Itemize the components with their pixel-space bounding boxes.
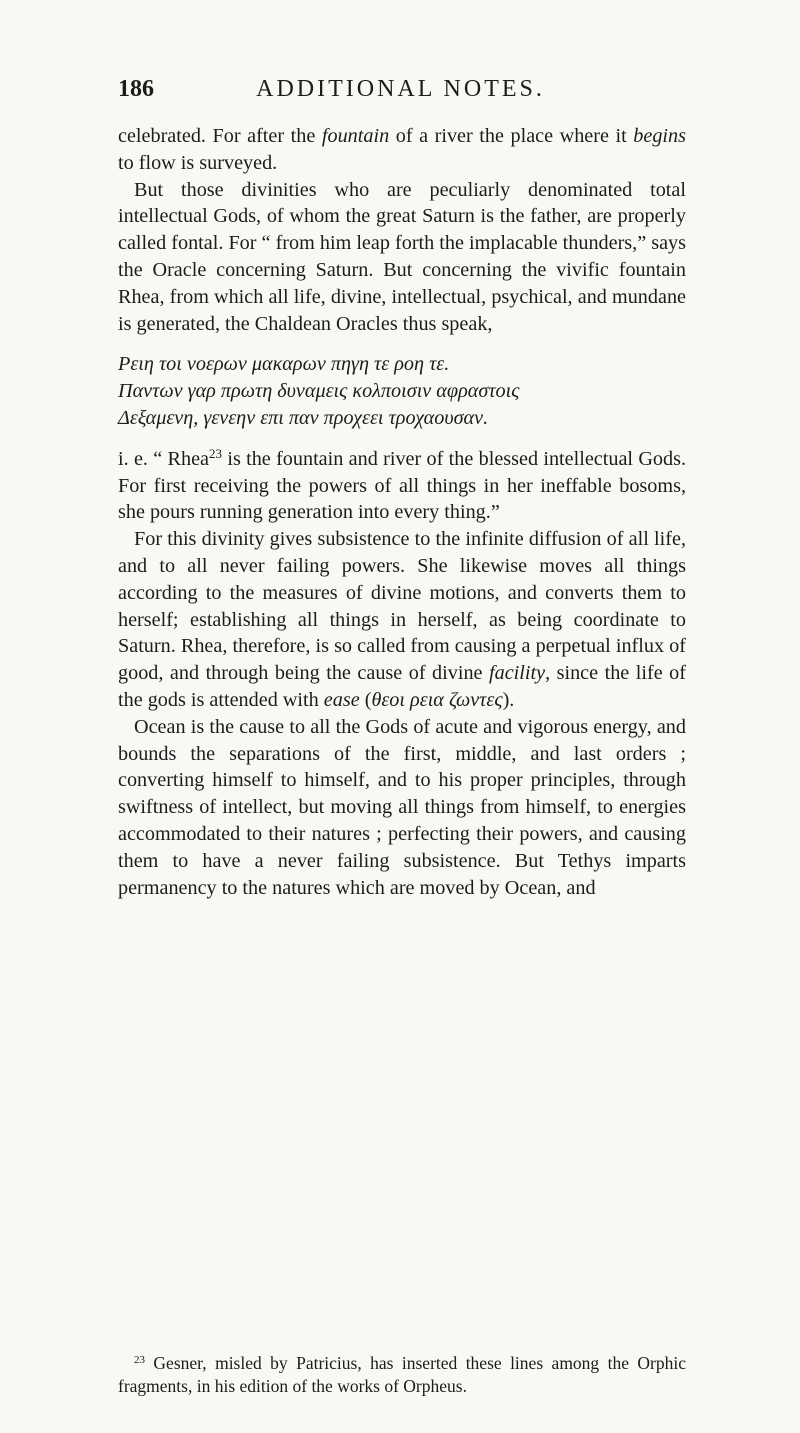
page-number: 186 xyxy=(118,76,154,102)
body-text xyxy=(118,123,686,901)
text-run: , since the life of the gods is attended with xyxy=(118,662,686,711)
footnotes xyxy=(118,1352,686,1398)
footnote-marker: 23 xyxy=(134,1354,145,1366)
greek-phrase: θεοι ρεια ζωντες xyxy=(371,688,503,711)
emphasis-facility: facility xyxy=(489,662,546,685)
text-run: ( xyxy=(359,688,372,711)
emphasis-fountain: fountain xyxy=(321,125,390,147)
text-run: For this divinity gives subsistence to the infinite diffusion of all life, and to all never failing powers. She likewise moves all things according to the measures of divine motions, and converts them to herself; establishing all things in herself, as being coordinate to Saturn. Rhea, therefore, is so called from causing a perpetual influx of good, and through being the cause of divine xyxy=(118,528,686,685)
text-run: of a river the place where it xyxy=(389,125,634,147)
emphasis-ease: ease xyxy=(323,688,360,711)
text-run: celebrated. For after the xyxy=(118,125,322,147)
running-head xyxy=(118,76,683,106)
footnote-reference[interactable]: 23 xyxy=(209,445,223,461)
greek-oracle-verse xyxy=(118,351,686,431)
running-title: ADDITIONAL NOTES. xyxy=(256,76,545,102)
text-run: to flow is surveyed. xyxy=(118,151,278,174)
paragraph-rhea xyxy=(118,526,686,714)
paragraph-fontal-gods: But those divinities who are peculiarly denominated total intellectual Gods, of whom the great Saturn is the father, are properly called fontal. For “ from him leap forth the implacable thunders,” says the Oracle concerning Saturn. But concerning the vivific fountain Rhea, from which all life, divine, intellectual, psychical, and mundane is generated, the Chaldean Oracles thus speak, xyxy=(118,178,686,335)
footnote xyxy=(118,1352,686,1398)
greek-line: Ρειη τοι νοερων μακαρων πηγη τε ροη τε. xyxy=(118,353,450,376)
text-run: ). xyxy=(502,688,515,711)
greek-line: Παντων γαρ πρωτη δυναμεις κολποισιν αφραστοις xyxy=(118,380,520,403)
paragraph-ocean: Ocean is the cause to all the Gods of acute and vigorous energy, and bounds the separations of the first, middle, and last orders ; converting himself to himself, and to his proper principles, through swiftness of intellect, but moving all things from himself, to energies accommodated to their natures ; perfecting their powers, and causing them to have a never failing subsistence. But Tethys imparts permanency to the natures which are moved by Ocean, and xyxy=(118,715,686,899)
greek-line: Δεξαμενη, γενεην επι παν προχεει τροχαουσαν. xyxy=(118,406,489,429)
emphasis-begins: begins xyxy=(633,125,686,147)
paragraph-translation xyxy=(118,446,686,526)
paragraph-continued xyxy=(118,123,686,177)
text-run: is the fountain and river of the blessed intellectual Gods. For first receiving the powers of all things in her ineffable bosoms, she pours running generation into every thing.” xyxy=(118,447,687,524)
text-run: i. e. “ Rhea xyxy=(118,447,210,470)
footnote-text: Gesner, misled by Patricius, has inserted these lines among the Orphic fragments, in his edition of the works of Orpheus. xyxy=(118,1353,686,1396)
